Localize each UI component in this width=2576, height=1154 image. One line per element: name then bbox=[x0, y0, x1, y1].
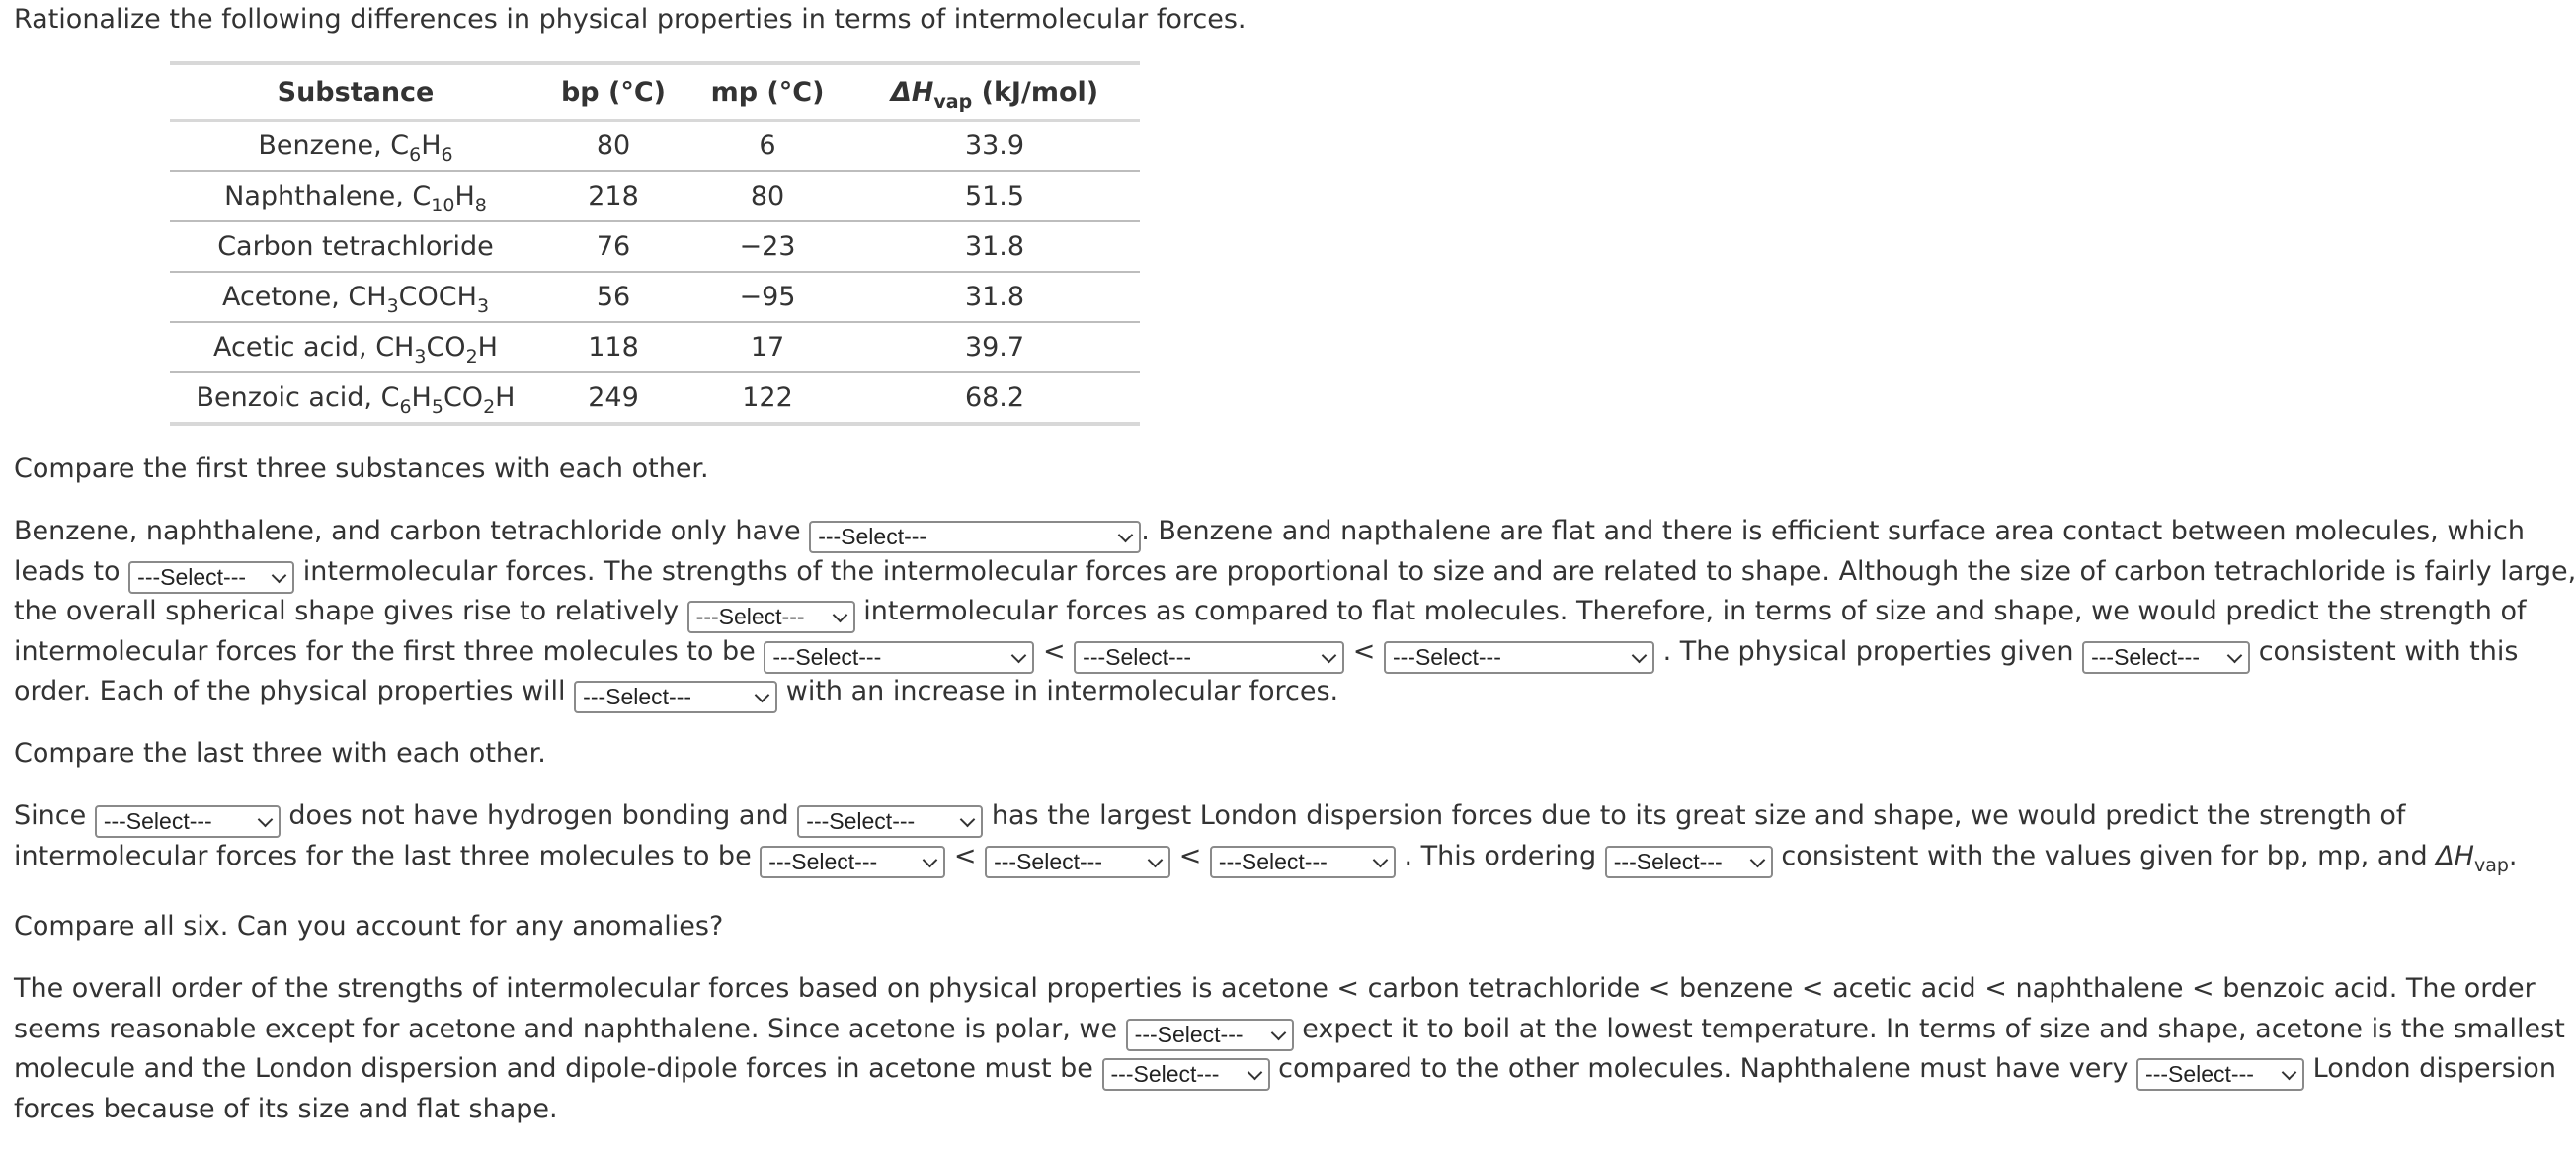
dhvap-cell: 39.7 bbox=[849, 322, 1140, 372]
substance-cell: Naphthalene, $C_{10}H_8$ bbox=[170, 171, 541, 221]
acetone-boil-select[interactable]: ---Select--- bbox=[1126, 1019, 1294, 1051]
dhvap-cell: 33.9 bbox=[849, 121, 1140, 172]
bp-cell: 80 bbox=[541, 121, 685, 172]
chevron-down-icon bbox=[1632, 648, 1648, 664]
order-first-2-select[interactable]: ---Select--- bbox=[1074, 641, 1344, 674]
substance-cell: Carbon tetrachloride bbox=[170, 221, 541, 272]
mp-cell: 122 bbox=[685, 372, 849, 424]
header-substance: Substance bbox=[170, 63, 541, 121]
chevron-down-icon bbox=[1749, 852, 1765, 867]
table-row bbox=[170, 372, 1140, 424]
bp-cell: 56 bbox=[541, 272, 685, 322]
chevron-down-icon bbox=[832, 608, 847, 623]
order-last-2-select[interactable]: ---Select--- bbox=[985, 846, 1170, 878]
chevron-down-icon bbox=[1247, 1065, 1262, 1081]
ordering-consistent-select[interactable]: ---Select--- bbox=[1605, 846, 1773, 878]
bp-cell: 76 bbox=[541, 221, 685, 272]
section3-heading: Compare all six. Can you account for any anomalies? bbox=[14, 911, 724, 942]
header-dhvap: $\Delta H_{vap}$ (kJ/mol) bbox=[849, 63, 1140, 121]
chevron-down-icon bbox=[1270, 1025, 1286, 1040]
section2-heading: Compare the last three with each other. bbox=[14, 738, 546, 769]
mp-cell: 6 bbox=[685, 121, 849, 172]
bp-cell: 249 bbox=[541, 372, 685, 424]
force-type-select[interactable]: ---Select--- bbox=[809, 521, 1141, 553]
table-row bbox=[170, 171, 1140, 221]
intro-text: Rationalize the following differences in physical properties in terms of intermolecular forces. bbox=[14, 4, 1247, 35]
table-header-row bbox=[170, 63, 1140, 121]
properties-consistent-select[interactable]: ---Select--- bbox=[2082, 641, 2250, 674]
chevron-down-icon bbox=[272, 567, 287, 583]
section2-paragraph: Since ---Select--- does not have hydrogen bonding and ---Select--- has the largest London dispersion forces due to its great size and shape, we would predict the strength of intermolecular forces for the last three molecules to be ---Select--- < ---Select--- < ---Select--- . This ordering ---Select--- consistent with the values given for bp, mp, and $\Delta H_{vap}$. bbox=[14, 800, 2518, 876]
table-row bbox=[170, 121, 1140, 172]
spherical-strength-select[interactable]: ---Select--- bbox=[687, 601, 855, 633]
chevron-down-icon bbox=[1011, 648, 1027, 664]
mp-cell: 80 bbox=[685, 171, 849, 221]
table-row bbox=[170, 272, 1140, 322]
order-last-3-select[interactable]: ---Select--- bbox=[1210, 846, 1396, 878]
header-mp: mp (°C) bbox=[685, 63, 849, 121]
mp-cell: −95 bbox=[685, 272, 849, 322]
acetone-forces-select[interactable]: ---Select--- bbox=[1102, 1058, 1270, 1091]
naphthalene-ldf-select[interactable]: ---Select--- bbox=[2136, 1058, 2304, 1091]
chevron-down-icon bbox=[960, 812, 976, 828]
largest-ldf-select[interactable]: ---Select--- bbox=[797, 805, 983, 838]
dhvap-cell: 68.2 bbox=[849, 372, 1140, 424]
mp-cell: −23 bbox=[685, 221, 849, 272]
table-row bbox=[170, 221, 1140, 272]
header-bp: bp (°C) bbox=[541, 63, 685, 121]
chevron-down-icon bbox=[1118, 528, 1134, 543]
chevron-down-icon bbox=[1373, 852, 1389, 867]
flat-strength-select[interactable]: ---Select--- bbox=[128, 561, 294, 594]
property-change-select[interactable]: ---Select--- bbox=[574, 681, 777, 713]
mp-cell: 17 bbox=[685, 322, 849, 372]
chevron-down-icon bbox=[2227, 648, 2243, 664]
chevron-down-icon bbox=[1322, 648, 1337, 664]
chevron-down-icon bbox=[1148, 852, 1164, 867]
chevron-down-icon bbox=[923, 852, 938, 867]
section1-paragraph: Benzene, naphthalene, and carbon tetrachloride only have ---Select--- . Benzene and napthalene are flat and there is efficient surface area contact between molecules, which leads to ---Select--- intermolecular forces. The strengths of the intermolecular forces are proportional to size and are related to shape. Although the size of carbon tetrachloride is fairly large, the overall spherical shape gives rise to relatively ---Select--- intermolecular forces as compared to flat molecules. Therefore, in terms of size and shape, we would predict the strength of intermolecular forces for the first three molecules to be ---Select--- < ---Select--- < ---Select--- . The physical properties given ---Select--- consistent with this order. Each of the physical properties will ---Select--- with an increase in intermolecular forces. bbox=[14, 512, 2483, 712]
chevron-down-icon bbox=[258, 812, 274, 828]
bp-cell: 218 bbox=[541, 171, 685, 221]
chevron-down-icon bbox=[755, 688, 770, 703]
properties-table bbox=[170, 61, 1140, 426]
substance-cell: Benzene, $C_6H_6$ bbox=[170, 121, 541, 172]
bp-cell: 118 bbox=[541, 322, 685, 372]
order-first-1-select[interactable]: ---Select--- bbox=[764, 641, 1034, 674]
dhvap-cell: 31.8 bbox=[849, 221, 1140, 272]
dhvap-cell: 51.5 bbox=[849, 171, 1140, 221]
chevron-down-icon bbox=[2282, 1065, 2297, 1081]
section1-heading: Compare the first three substances with each other. bbox=[14, 453, 709, 484]
substance-cell: Acetic acid, $CH_3CO_2H$ bbox=[170, 322, 541, 372]
substance-cell: Acetone, $CH_3COCH_3$ bbox=[170, 272, 541, 322]
substance-cell: Benzoic acid, $C_6H_5CO_2H$ bbox=[170, 372, 541, 424]
order-first-3-select[interactable]: ---Select--- bbox=[1384, 641, 1654, 674]
no-hbond-select[interactable]: ---Select--- bbox=[95, 805, 281, 838]
dhvap-cell: 31.8 bbox=[849, 272, 1140, 322]
table-row bbox=[170, 322, 1140, 372]
order-last-1-select[interactable]: ---Select--- bbox=[760, 846, 945, 878]
section3-paragraph: The overall order of the strengths of intermolecular forces based on physical properties is acetone < carbon tetrachloride < benzene < acetic acid < naphthalene < benzoic acid. The order seems reasonable except for acetone and naphthalene. Since acetone is polar, we ---Select--- expect it to boil at the lowest temperature. In terms of size and shape, acetone is the smallest molecule and the London dispersion and dipole-dipole forces in acetone must be ---Select--- compared to the other molecules. Naphthalene must have very ---Select--- London dispersion forces because of its size and flat shape. bbox=[14, 973, 2565, 1124]
